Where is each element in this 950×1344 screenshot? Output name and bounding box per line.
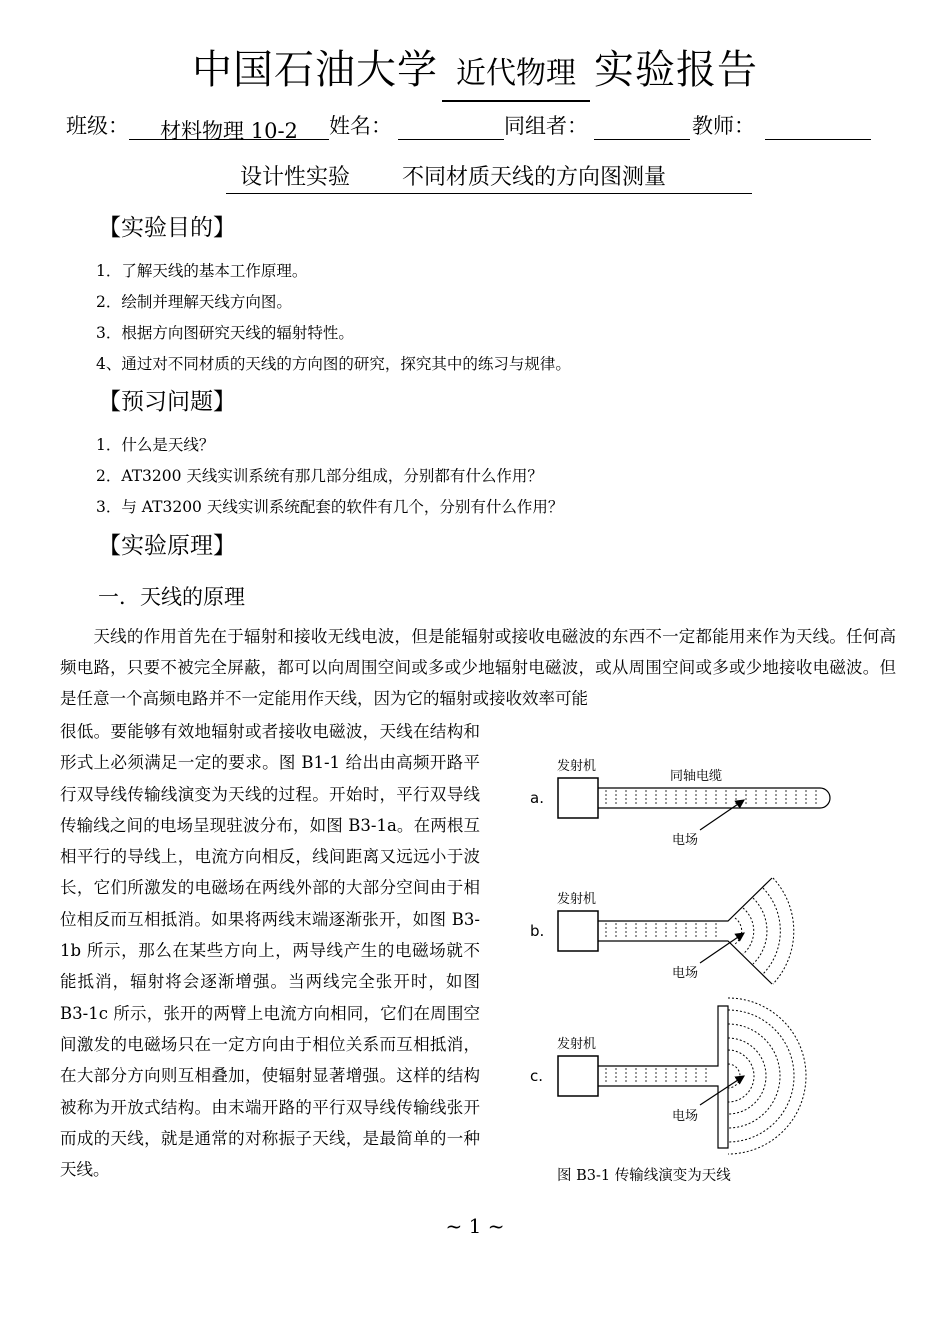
preview-heading: 【预习问题】: [98, 389, 236, 415]
paragraph-text: 很低。要能够有效地辐射或者接收电磁波，天线在结构和形式上必须满足一定的要求。图 B1-1 给出由高频开路平行双导线传输线演变为天线的过程。开始时，平行双导线传输线之间的电场呈现驻波分布，如图 B3-1a。在两根互相平行的导线上，电流方向相反，线间距离又远远小于波长，它们所激发的电磁场在两线外部的大部分空间由于相位相反而互相抵消。如果将两线末端逐渐张开，如图 B3-1b 所示，那么在某些方向上，两导线产生的电磁场就不能抵消，辐射将会逐渐增强。当两线完全张开时，如图 B3-1c 所示，张开的两臂上电流方向相同，它们在周围空间激发的电磁场只在一定方向由于相位关系而互相抵消，在大部分方向则互相叠加，使辐射显著增强。这样的结构被称为开放式结构。由末端开路的平行双导线传输线张开而成的天线，就是通常的对称振子天线，是最简单的一种天线。: [60, 722, 480, 1180]
principle-subheading: 一．天线的原理: [98, 585, 245, 609]
field-arrow: [700, 800, 744, 830]
radiation-arcs: [728, 998, 806, 1154]
antenna-diagram: [520, 748, 860, 1198]
report-type: 实验报告: [594, 47, 758, 93]
figure-label-c: c.: [530, 1067, 544, 1085]
partner-label: 同组者：: [504, 114, 588, 138]
field-arrow: [700, 1076, 744, 1105]
purpose-list: [96, 256, 571, 380]
transmitter-box: [558, 1056, 598, 1096]
list-item: 3．根据方向图研究天线的辐射特性。: [96, 324, 354, 342]
class-label: 班级：: [66, 114, 129, 138]
preview-list: [96, 430, 563, 523]
page-number: ~ 1 ~: [445, 1214, 505, 1238]
experiment-name: 不同材质天线的方向图测量: [402, 165, 667, 190]
name-label: 姓名：: [329, 114, 392, 138]
transmitter-box: [558, 911, 598, 951]
class-field: 材料物理 10-2: [129, 115, 329, 140]
paragraph-text: 天线的作用首先在于辐射和接收无线电波，但是能辐射或接收电磁波的东西不一定都能用来作为天线。任何高频电路，只要不被完全屏蔽，都可以向周围空间或多或少地辐射电磁波，或从周围空间或多或少地接收电磁波。但是任意一个高频电路并不一定能用作天线，因为它的辐射或接收效率可能: [60, 627, 896, 708]
principle-heading: 【实验原理】: [98, 533, 236, 559]
radiation-arcs: [735, 878, 794, 984]
experiment-type: 设计性实验: [240, 165, 351, 190]
upper-arm: [598, 878, 772, 921]
student-info-row: [66, 110, 896, 143]
field-lines: [606, 790, 816, 806]
list-item: 2．绘制并理解天线方向图。: [96, 293, 292, 311]
name-field: [398, 115, 504, 140]
field-lines: [606, 923, 716, 939]
principle-paragraph-column: [60, 716, 480, 1185]
coax-label: 同轴电缆: [670, 769, 723, 784]
university-name: 中国石油大学: [192, 47, 438, 93]
list-item: 3．与 AT3200 天线实训系统配套的软件有几个，分别有什么作用？: [96, 498, 564, 516]
partner-field: [594, 115, 690, 140]
transmitter-label: 发射机: [557, 759, 597, 774]
field-lines: [606, 1068, 706, 1084]
field-arrow: [700, 933, 744, 963]
field-label: 电场: [672, 966, 699, 981]
transmitter-label: 发射机: [557, 1037, 597, 1052]
dipole-arms: [598, 1006, 728, 1148]
list-item: 1．了解天线的基本工作原理。: [96, 262, 308, 280]
list-item: 2．AT3200 天线实训系统有那几部分组成，分别都有什么作用？: [96, 467, 543, 485]
figure-label-a: a.: [530, 789, 544, 807]
list-item: 1．什么是天线？: [96, 436, 215, 454]
principle-paragraph: [60, 621, 896, 714]
teacher-label: 教师：: [692, 114, 755, 138]
teacher-field: [765, 115, 871, 140]
purpose-heading: 【实验目的】: [98, 215, 236, 241]
report-title: [0, 38, 950, 102]
experiment-subtitle: [226, 160, 752, 194]
transmitter-box: [558, 778, 598, 818]
open-line: [598, 788, 830, 808]
transmission-line-figure: [520, 748, 860, 1198]
transmitter-label: 发射机: [557, 892, 597, 907]
figure-caption: 图 B3-1 传输线演变为天线: [557, 1168, 731, 1184]
figure-label-b: b.: [530, 922, 545, 940]
course-name: 近代物理: [442, 48, 590, 102]
field-label: 电场: [672, 1109, 699, 1124]
field-label: 电场: [672, 833, 699, 848]
list-item: 4、通过对不同材质的天线的方向图的研究，探究其中的练习与规律。: [96, 355, 571, 373]
